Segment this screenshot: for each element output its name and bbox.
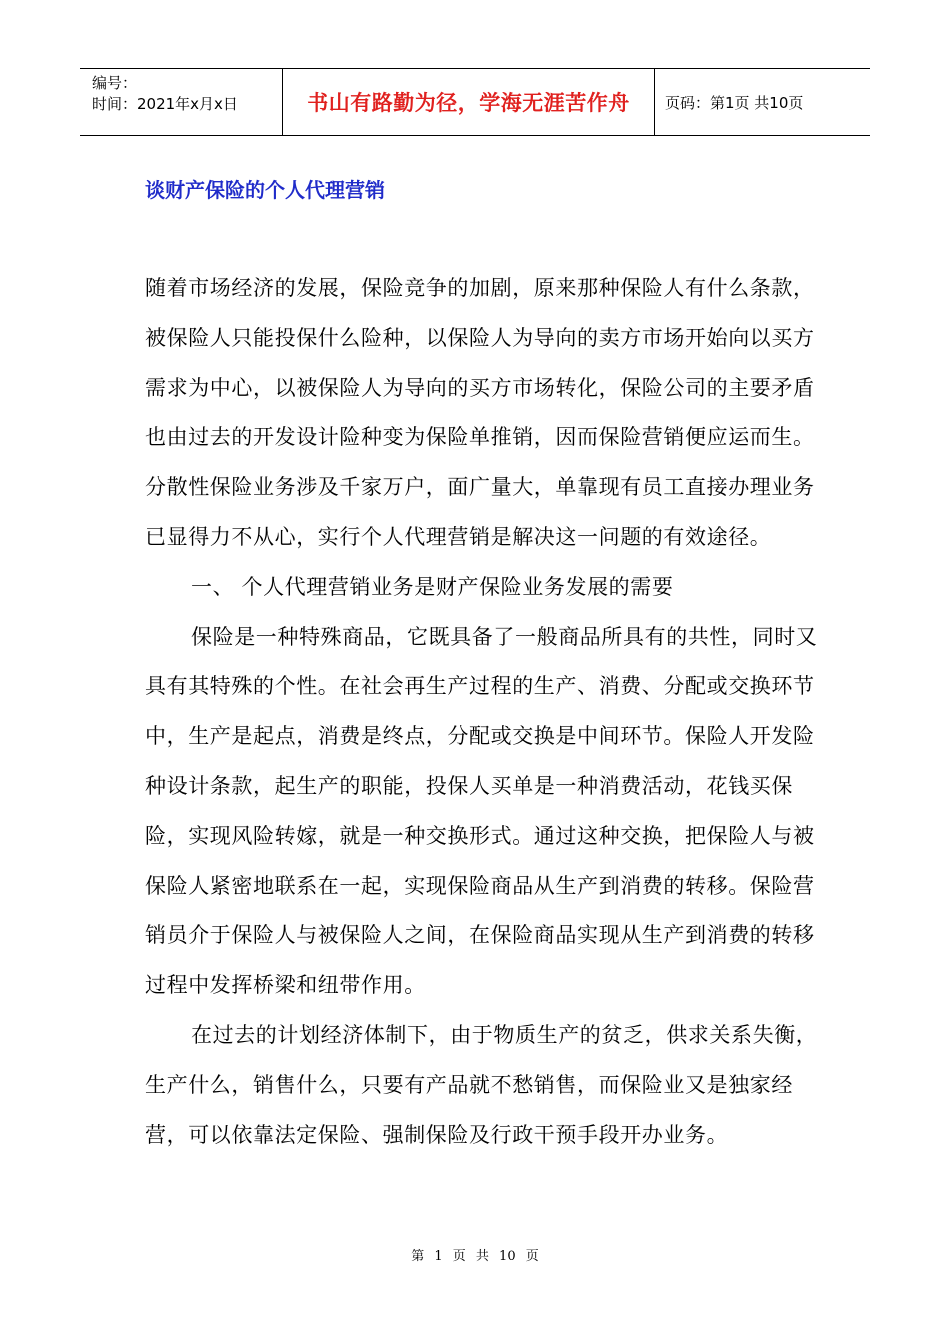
- paragraph: 保险是一种特殊商品，它既具备了一般商品所具有的共性，同时又具有其特殊的个性。在社会再生产过程的生产、消费、分配或交换环节中，生产是起点，消费是终点，分配或交换是中间环节。保险人开发险种设计条款，起生产的职能，投保人买单是一种消费活动，花钱买保险，实现风险转嫁，就是一种交换形式。通过这种交换，把保险人与被保险人紧密地联系在一起，实现保险商品从生产到消费的转移。保险营销员介于保险人与被保险人之间，在保险商品实现从生产到消费的转移过程中发挥桥梁和纽带作用。: [145, 624, 818, 998]
- document-title: 谈财产保险的个人代理营销: [145, 178, 385, 202]
- paragraph-intro: 随着市场经济的发展，保险竞争的加剧，原来那种保险人有什么条款，被保险人只能投保什么险种，以保险人为导向的卖方市场开始向以买方需求为中心，以被保险人为导向的买方市场转化，保险公司的主要矛盾也由过去的开发设计险种变为保险单推销，因而保险营销便应运而生。分散性保险业务涉及千家万户，面广量大，单靠现有员工直接办理业务已显得力不从心，实行个人代理营销是解决这一问题的有效途径。: [145, 276, 815, 549]
- paragraph: 在过去的计划经济体制下，由于物质生产的贫乏，供求关系失衡，生产什么，销售什么，只要有产品就不愁销售，而保险业又是独家经营，可以依靠法定保险、强制保险及行政干预手段开办业务。: [145, 1022, 818, 1147]
- document-body: [145, 264, 825, 1160]
- header-motto: 书山有路勤为径，学海无涯苦作舟: [283, 69, 655, 135]
- page-footer: 第 1 页 共 10 页: [411, 1249, 539, 1264]
- document-date-label: 时间：2021年x月x日: [92, 95, 238, 113]
- header-info-cell: [80, 69, 283, 135]
- document-header: [80, 68, 870, 136]
- document-number-label: 编号：: [92, 74, 138, 92]
- section-heading: 一、 个人代理营销业务是财产保险业务发展的需要: [191, 574, 674, 599]
- header-page-number: 页码：第1页 共10页: [665, 93, 804, 112]
